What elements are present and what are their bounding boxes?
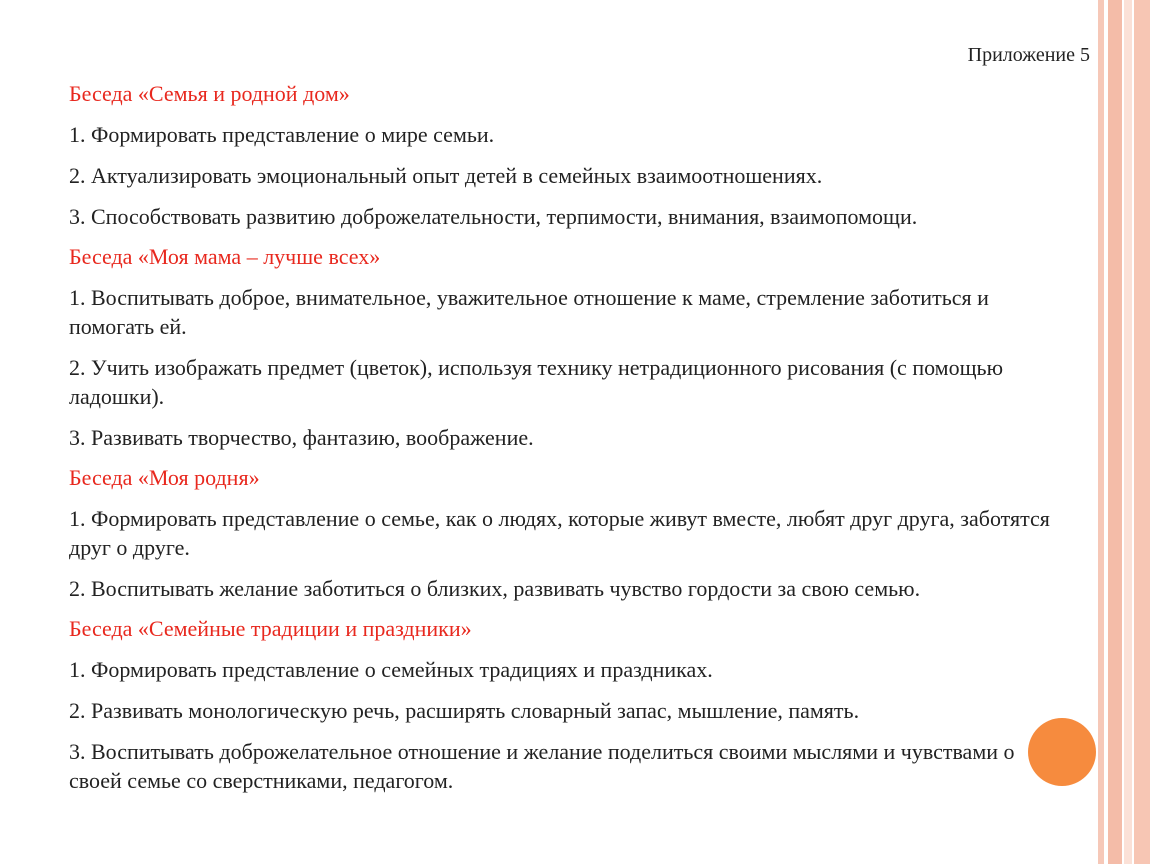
decorative-stripe [1098,0,1104,864]
section-title: Беседа «Моя родня» [69,465,260,490]
section-family-home [69,80,1069,231]
appendix-label: Приложение 5 [967,44,1090,66]
list-item: 1. Формировать представление о семейных традициях и праздниках. [69,657,713,682]
slide-content [69,80,1069,807]
section-family-traditions [69,615,1069,795]
decorative-stripe [1124,0,1132,864]
list-item: 2. Развивать монологическую речь, расширять словарный запас, мышление, память. [69,698,860,723]
orange-circle-decoration [1028,718,1096,786]
list-item: 3. Воспитывать доброжелательное отношение и желание поделиться своими мыслями и чувствами о своей семье со сверстниками, педагогом. [69,739,1015,793]
section-my-mom [69,243,1069,452]
section-title: Беседа «Моя мама – лучше всех» [69,244,381,269]
list-item: 1. Формировать представление о семье, как о людях, которые живут вместе, любят друг друга, заботятся друг о друге. [69,506,1050,560]
section-title: Беседа «Семейные традиции и праздники» [69,616,472,641]
section-my-relatives [69,464,1069,603]
list-item: 3. Развивать творчество, фантазию, воображение. [69,425,534,450]
list-item: 1. Формировать представление о мире семьи. [69,122,495,147]
list-item: 2. Учить изображать предмет (цветок), используя технику нетрадиционного рисования (с помощью ладошки). [69,355,1004,409]
list-item: 1. Воспитывать доброе, внимательное, уважительное отношение к маме, стремление заботиться и помогать ей. [69,285,989,339]
list-item: 2. Актуализировать эмоциональный опыт детей в семейных взаимоотношениях. [69,163,823,188]
decorative-stripe [1108,0,1122,864]
list-item: 2. Воспитывать желание заботиться о близких, развивать чувство гордости за свою семью. [69,576,921,601]
list-item: 3. Способствовать развитию доброжелательности, терпимости, внимания, взаимопомощи. [69,204,918,229]
section-title: Беседа «Семья и родной дом» [69,81,350,106]
decorative-stripe [1134,0,1150,864]
